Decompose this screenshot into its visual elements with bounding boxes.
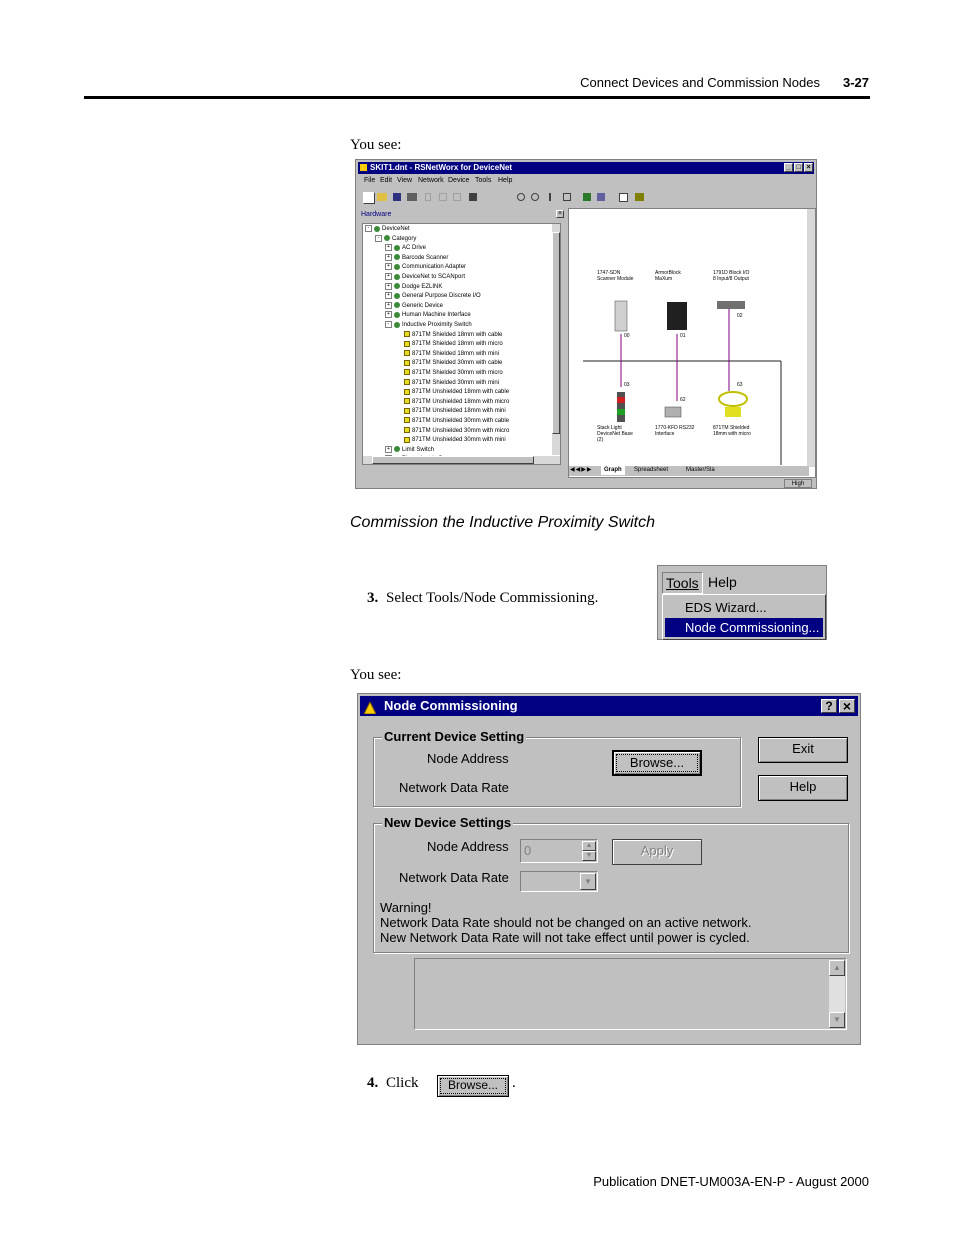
tab-master-slave[interactable]: Master/Sla <box>686 467 715 473</box>
prox-switch-icon <box>404 331 410 337</box>
chevron-down-icon[interactable]: ▼ <box>580 873 596 890</box>
device-node-icon <box>394 293 400 299</box>
dialog-titlebar <box>360 696 858 716</box>
tools-dropdown <box>662 594 826 640</box>
tree-item[interactable] <box>395 417 509 426</box>
stacklight-label: Stack Light DeviceNet Base (2) <box>597 425 633 443</box>
blockio-label: 1791D Block I/O 8 Input/8 Output <box>713 270 750 282</box>
tree-item-label: 871TM Shielded 30mm with cable <box>412 360 503 367</box>
blockio-device-icon <box>717 301 745 309</box>
prox-switch-icon <box>404 379 410 385</box>
new-icon[interactable] <box>363 192 375 204</box>
graph-pane <box>568 208 816 478</box>
menu-view[interactable]: View <box>397 177 413 184</box>
tree-item[interactable] <box>395 369 503 378</box>
tree-item-label: Communication Adapter <box>402 264 467 271</box>
step-4-number: 4. <box>367 1075 379 1091</box>
prox-device-icon <box>719 392 747 406</box>
maximize-button[interactable]: □ <box>794 163 803 172</box>
zoom-in-icon[interactable] <box>517 193 525 201</box>
view-tabs <box>569 466 809 476</box>
menu-file[interactable]: File <box>364 177 376 184</box>
help-button[interactable]: Help <box>758 775 848 801</box>
status-text: High <box>791 481 805 487</box>
network-rate-dropdown[interactable] <box>520 871 598 892</box>
tree-item-label: 871TM Shielded 30mm with mini <box>412 379 500 386</box>
tree-hscrollbar[interactable] <box>363 456 560 464</box>
expand-icon[interactable]: + <box>385 254 392 261</box>
tree-item-label: 871TM Unshielded 18mm with mini <box>412 408 506 415</box>
print-icon[interactable] <box>407 193 417 201</box>
hardware-tree[interactable] <box>362 223 561 465</box>
tree-item-label: Dodge EZLINK <box>402 283 443 290</box>
spin-up-icon[interactable]: ▲ <box>582 841 596 851</box>
step-4-period: . <box>512 1075 516 1091</box>
tree-item[interactable] <box>385 321 472 330</box>
rsnetworx-window <box>355 159 817 489</box>
save-icon[interactable] <box>393 193 401 201</box>
menu-help[interactable]: Help <box>498 177 513 184</box>
warning-title: Warning! <box>380 900 432 915</box>
upload-icon[interactable] <box>597 193 605 201</box>
tree-item[interactable] <box>385 311 471 320</box>
step-4-browse-button[interactable]: Browse... <box>437 1075 509 1097</box>
browse-icon[interactable] <box>583 193 591 201</box>
app-icon <box>360 164 367 171</box>
stacklight-red <box>617 397 625 403</box>
section-heading: Commission the Inductive Proximity Switch <box>350 514 655 531</box>
prox-label: 871TM Shielded 18mm with micro <box>713 425 751 437</box>
tree-item[interactable] <box>385 244 426 253</box>
tree-item[interactable] <box>375 235 416 244</box>
spin-down-icon[interactable]: ▼ <box>582 851 596 861</box>
expand-icon[interactable]: + <box>385 263 392 270</box>
menu-eds-wizard[interactable]: EDS Wizard... <box>685 600 767 615</box>
device-node-icon <box>394 446 400 452</box>
dialog-title: Node Commissioning <box>384 698 518 713</box>
device-node-icon <box>384 235 390 241</box>
tree-scroll-thumb[interactable] <box>552 232 560 434</box>
stacklight-node-num: 03 <box>624 382 630 388</box>
armorblock-node-num: 01 <box>680 333 686 339</box>
tree-item[interactable] <box>395 331 502 340</box>
network-rate-label: Network Data Rate <box>399 780 509 795</box>
armorblock-device-icon <box>667 302 687 330</box>
tree-item[interactable] <box>365 225 410 234</box>
tree-item-label: Human Machine Interface <box>402 312 471 319</box>
paste-icon[interactable] <box>453 193 461 201</box>
toolbar <box>361 191 661 205</box>
warning-line-1: Network Data Rate should not be changed on an active network. <box>380 915 752 930</box>
prox-switch-icon <box>404 360 410 366</box>
tree-item[interactable] <box>395 407 506 416</box>
tree-item[interactable] <box>395 379 499 388</box>
device-node-icon <box>394 322 400 328</box>
properties-icon[interactable] <box>635 193 644 201</box>
device-node-icon <box>394 264 400 270</box>
footer-publication: Publication DNET-UM003A-EN-P - August 2000 <box>593 1174 869 1189</box>
tree-item[interactable] <box>395 359 502 368</box>
menu-tools[interactable]: Tools <box>475 177 492 184</box>
step-4-text: Click <box>386 1075 419 1091</box>
prox-sensor <box>725 407 741 417</box>
tools-menu-screenshot <box>657 565 827 640</box>
browse-button[interactable]: Browse... <box>612 750 702 776</box>
tree-item-label: 871TM Shielded 18mm with mini <box>412 350 500 357</box>
scroll-up-icon[interactable]: ▲ <box>829 960 845 976</box>
hardware-close-button[interactable]: × <box>557 210 563 217</box>
tree-item[interactable] <box>395 350 499 359</box>
expand-icon[interactable]: + <box>385 283 392 290</box>
tree-item-label: Barcode Scanner <box>402 254 449 261</box>
scanner-device-icon <box>615 301 627 331</box>
menu-node-commissioning[interactable]: Node Commissioning... <box>665 618 823 637</box>
prox-switch-icon <box>404 398 410 404</box>
device-node-icon <box>374 226 380 232</box>
tree-item-label: Inductive Proximity Switch <box>402 322 472 329</box>
device-node-icon <box>394 312 400 318</box>
zoom-out-icon[interactable] <box>531 193 539 201</box>
tree-items <box>365 225 545 465</box>
tree-item-label: 871TM Shielded 18mm with micro <box>412 341 503 348</box>
tree-item[interactable] <box>385 263 466 272</box>
tree-item-label: Category <box>392 235 417 242</box>
stacklight-device-icon <box>617 392 625 422</box>
tree-item-label: AC Drive <box>402 245 427 252</box>
prox-switch-icon <box>404 350 410 356</box>
warning-line-2: New Network Data Rate will not take effect until power is cycled. <box>380 930 750 945</box>
graph-vscrollbar[interactable] <box>807 209 815 467</box>
tree-item-label: Limit Switch <box>402 446 435 453</box>
message-area[interactable] <box>414 958 847 1030</box>
new-device-group-label: New Device Settings <box>384 815 512 830</box>
you-see-text: You see: <box>350 137 402 153</box>
collapse-icon[interactable]: - <box>385 321 392 328</box>
device-node-icon <box>394 245 400 251</box>
tab-spreadsheet[interactable]: Spreadsheet <box>634 467 669 473</box>
rsnetworx-titlebar <box>358 162 814 174</box>
section-title: Connect Devices and Commission Nodes <box>580 75 820 90</box>
tree-item[interactable] <box>385 273 465 282</box>
prox-switch-icon <box>404 369 410 375</box>
tree-item-label: 871TM Unshielded 30mm with cable <box>412 418 510 424</box>
expand-icon[interactable]: + <box>385 302 392 309</box>
hardware-header <box>361 210 564 219</box>
tree-item-label: 871TM Unshielded 18mm with cable <box>412 389 510 396</box>
armorblock-label: ArmorBlock MaXum <box>655 270 681 282</box>
step-3-number: 3. <box>367 590 379 606</box>
commission-icon <box>364 700 376 712</box>
tree-item-label: Generic Device <box>402 302 444 309</box>
scroll-down-icon[interactable]: ▼ <box>829 1012 845 1028</box>
current-device-group-label: Current Device Setting <box>384 729 525 744</box>
expand-icon[interactable]: + <box>385 292 392 299</box>
menu-help-item[interactable]: Help <box>708 574 737 590</box>
device-node-icon <box>394 274 400 280</box>
tree-item-label: DeviceNet to SCANport <box>402 274 466 281</box>
tree-hscroll-thumb[interactable] <box>372 456 534 464</box>
tree-item[interactable] <box>395 340 503 349</box>
menu-edit[interactable]: Edit <box>380 177 393 184</box>
new-node-address-field[interactable] <box>520 839 598 863</box>
expand-icon[interactable]: + <box>385 446 392 453</box>
help-title-button[interactable]: ? <box>821 699 837 713</box>
tab-nav-arrows[interactable]: ◀◀▶▶ <box>570 467 593 473</box>
menu-device[interactable]: Device <box>448 177 470 184</box>
expand-icon[interactable]: + <box>385 273 392 280</box>
interface-label: 1770-KFD RS232 Interface <box>655 425 695 437</box>
tree-vscrollbar[interactable] <box>552 224 560 455</box>
tree-item[interactable] <box>395 436 506 445</box>
tree-item[interactable] <box>385 283 442 292</box>
download-icon[interactable] <box>619 193 628 202</box>
expand-icon[interactable]: + <box>385 311 392 318</box>
tree-item-label: DeviceNet <box>382 226 410 233</box>
step-4 <box>367 1075 419 1092</box>
open-icon[interactable] <box>377 193 387 201</box>
message-scrollbar[interactable] <box>829 960 845 1028</box>
blockio-node-num: 02 <box>737 313 743 319</box>
tree-item[interactable] <box>395 388 509 397</box>
prox-switch-icon <box>404 389 410 395</box>
tree-item[interactable] <box>385 254 448 263</box>
tab-graph[interactable]: Graph <box>601 466 625 475</box>
interface-device-icon <box>665 407 681 417</box>
prox-switch-icon <box>404 417 410 423</box>
expand-icon[interactable]: + <box>385 244 392 251</box>
close-button[interactable]: × <box>804 163 813 172</box>
menu-tools-item[interactable]: Tools <box>662 572 703 594</box>
collapse-icon[interactable]: - <box>365 225 372 232</box>
you-see-text-2: You see: <box>350 667 402 683</box>
tree-item-label: 871TM Unshielded 18mm with micro <box>412 398 510 405</box>
exit-button[interactable]: Exit <box>758 737 848 763</box>
interface-node-num: 62 <box>680 397 686 403</box>
tree-item[interactable] <box>385 302 443 311</box>
node-address-label: Node Address <box>427 751 509 766</box>
scanner-node-num: 00 <box>624 333 630 339</box>
apply-button[interactable]: Apply <box>612 839 702 865</box>
scanner-label: 1747-SDN Scanner Module <box>597 270 634 282</box>
prox-switch-icon <box>404 408 410 414</box>
collapse-icon[interactable]: - <box>375 235 382 242</box>
prox-switch-icon <box>404 341 410 347</box>
prox-switch-icon <box>404 427 410 433</box>
tree-item-label: 871TM Shielded 18mm with cable <box>412 331 503 338</box>
network-icon[interactable] <box>563 193 571 201</box>
prox-switch-icon <box>404 437 410 443</box>
tree-item-label: 871TM Unshielded 30mm with mini <box>412 437 506 444</box>
status-bar <box>784 479 812 488</box>
commission-icon-svg <box>364 702 376 714</box>
tree-icon[interactable] <box>549 193 557 201</box>
device-node-icon <box>394 283 400 289</box>
device-node-icon <box>394 302 400 308</box>
tree-item-label: 871TM Unshielded 30mm with micro <box>412 427 510 434</box>
new-device-group <box>373 815 849 953</box>
step-3-text: Select Tools/Node Commissioning. <box>386 590 599 606</box>
rsnetworx-title: SKIT1.dnt - RSNetWorx for DeviceNet <box>370 163 513 172</box>
tree-item[interactable] <box>395 427 509 436</box>
page-number: 3-27 <box>842 75 869 90</box>
tree-item[interactable] <box>385 446 434 455</box>
node-commissioning-dialog <box>357 693 861 1045</box>
menu-network[interactable]: Network <box>418 177 444 184</box>
tree-item[interactable] <box>385 292 481 301</box>
current-device-group <box>373 729 741 807</box>
new-node-address-value: 0 <box>524 843 532 858</box>
new-node-address-label: Node Address <box>427 839 509 854</box>
step-3 <box>367 590 598 607</box>
tree-item-label: 871TM Shielded 30mm with micro <box>412 370 503 376</box>
hardware-label: Hardware <box>361 211 392 218</box>
device-node-icon <box>394 254 400 260</box>
cut-icon[interactable] <box>425 193 431 201</box>
copy-icon[interactable] <box>439 193 447 201</box>
stacklight-green <box>617 409 625 415</box>
minimize-button[interactable]: _ <box>784 163 793 172</box>
close-title-button[interactable]: × <box>839 699 855 713</box>
header-rule <box>84 96 870 99</box>
new-network-rate-label: Network Data Rate <box>399 870 509 885</box>
tree-item[interactable] <box>395 398 509 407</box>
undo-icon[interactable] <box>469 193 477 201</box>
tree-item-label: General Purpose Discrete I/O <box>402 293 481 300</box>
prox-node-num: 63 <box>737 382 743 388</box>
